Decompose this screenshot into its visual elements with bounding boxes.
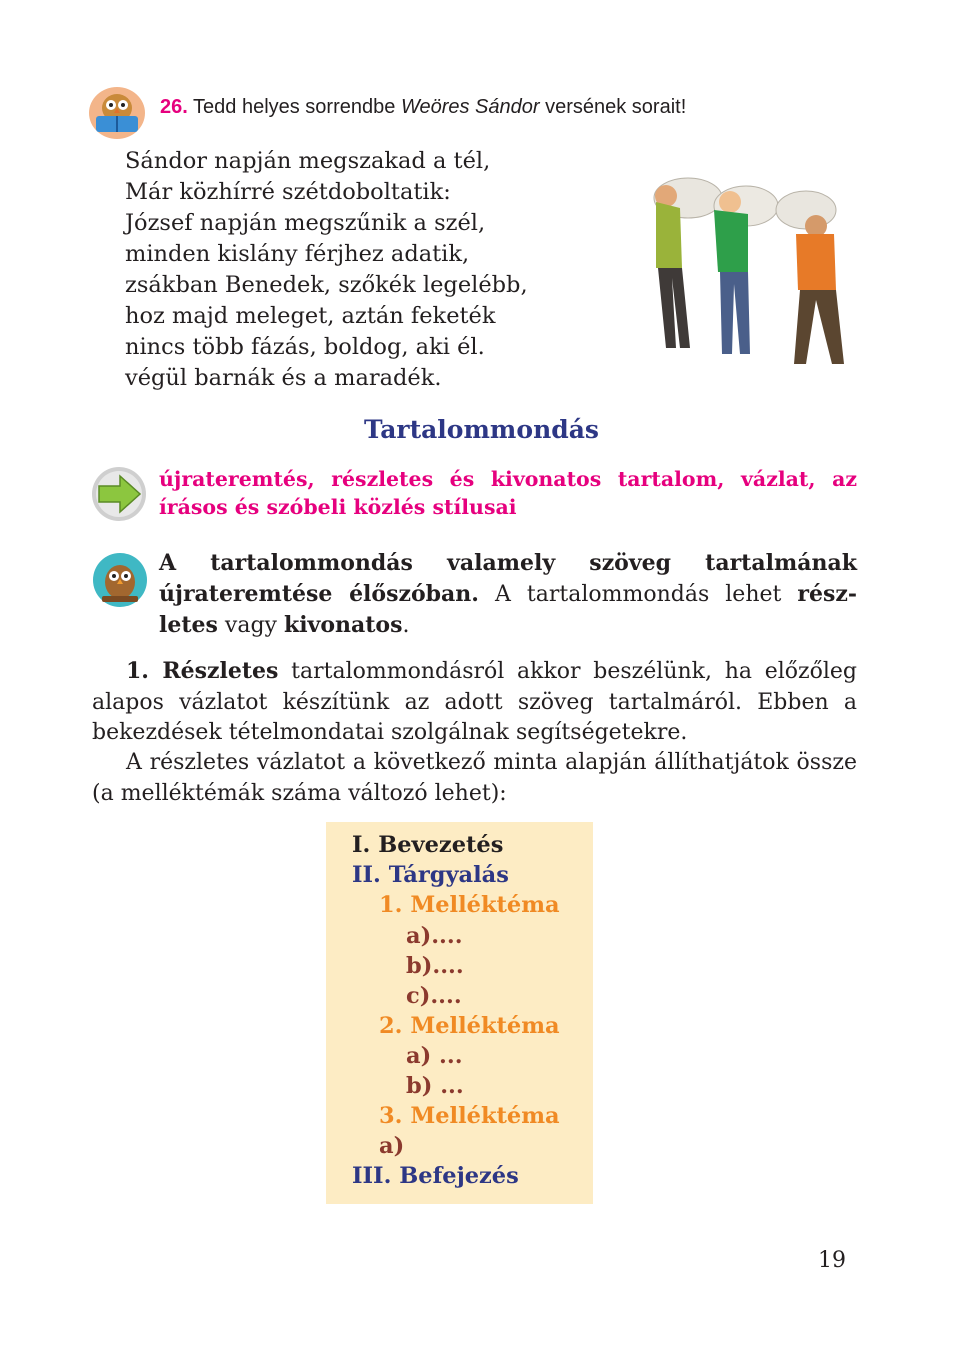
task-text-after: versének sorait!	[539, 96, 687, 118]
definition-text-3: .	[402, 613, 410, 638]
outline-subtopic-2: 2. Melléktéma	[379, 1013, 560, 1039]
poem-line: hoz majd meleget, aztán feketék	[125, 303, 496, 329]
poem-line: nincs több fázás, boldog, aki él.	[125, 334, 485, 360]
poem-line: zsákban Benedek, szőkék legelébb,	[125, 272, 528, 298]
men-carrying-sacks-illustration	[636, 168, 860, 376]
definition-bold-2: részletes	[159, 581, 857, 638]
paragraph-lead: 1. Részletes	[126, 658, 279, 684]
poem-line: József napján megszűnik a szél,	[125, 210, 486, 236]
outline-item: a)	[379, 1133, 405, 1159]
task-instruction	[160, 96, 686, 119]
poem-line: Sándor napján megszakad a tél,	[125, 148, 491, 174]
task-text-before: Tedd helyes sorrendbe	[193, 96, 401, 118]
paragraph-body: A részletes vázlatot a következő minta alapján állíthatjátok össze (a melléktémák száma változó lehet):	[92, 750, 857, 806]
outline-intro: I. Bevezetés	[352, 832, 504, 858]
definition-text	[159, 548, 857, 641]
definition-text-1: A tartalommondás lehet	[478, 582, 798, 607]
outline-subtopic-1: 1. Melléktéma	[379, 892, 560, 918]
outline-item: b)....	[406, 953, 464, 979]
task-number: 26.	[160, 96, 188, 118]
outline-main: II. Tárgyalás	[352, 862, 509, 888]
keywords: újrateremtés, részletes és kivonatos tartalom, vázlat, az írásos és szóbeli közlés stílusai	[159, 467, 857, 519]
poem-line: Már közhírré szétdoboltatik:	[125, 179, 451, 205]
outline-item: a)....	[406, 923, 463, 949]
poem-line: minden kislány férjhez adatik,	[125, 241, 470, 267]
page-number: 19	[818, 1248, 846, 1273]
definition-text-2: vagy	[217, 613, 284, 638]
outline-item: c)....	[406, 983, 462, 1009]
owl-teacher-icon	[92, 552, 148, 608]
green-arrow-icon	[90, 466, 148, 522]
paragraph-body: tartalommondásról akkor beszélünk, ha előzőleg alapos vázlatot készítünk az adott szöveg tartalmáról. Ebben a bekezdések tételmondatai szolgálnak segítségetekre.	[92, 659, 857, 745]
poem-lines	[125, 146, 528, 394]
section-title: Tartalommondás	[363, 415, 599, 444]
definition-bold-1: A tartalommondás valamely szöveg tartalmának újrateremtése élőszóban.	[159, 550, 857, 607]
outline-item: a) ...	[406, 1043, 463, 1069]
paragraph-outline-intro	[92, 748, 857, 809]
task-author: Weöres Sándor	[400, 96, 540, 118]
outline-subtopic-3: 3. Melléktéma	[379, 1103, 560, 1129]
poem-line: végül barnák és a maradék.	[125, 365, 442, 391]
reading-owl-icon	[88, 86, 146, 140]
definition-bold-3: kivonatos	[283, 612, 403, 638]
outline-template-box	[326, 822, 593, 1204]
outline-item: b) ...	[406, 1073, 464, 1099]
outline-end: III. Befejezés	[352, 1163, 519, 1189]
paragraph-detailed	[92, 656, 857, 749]
